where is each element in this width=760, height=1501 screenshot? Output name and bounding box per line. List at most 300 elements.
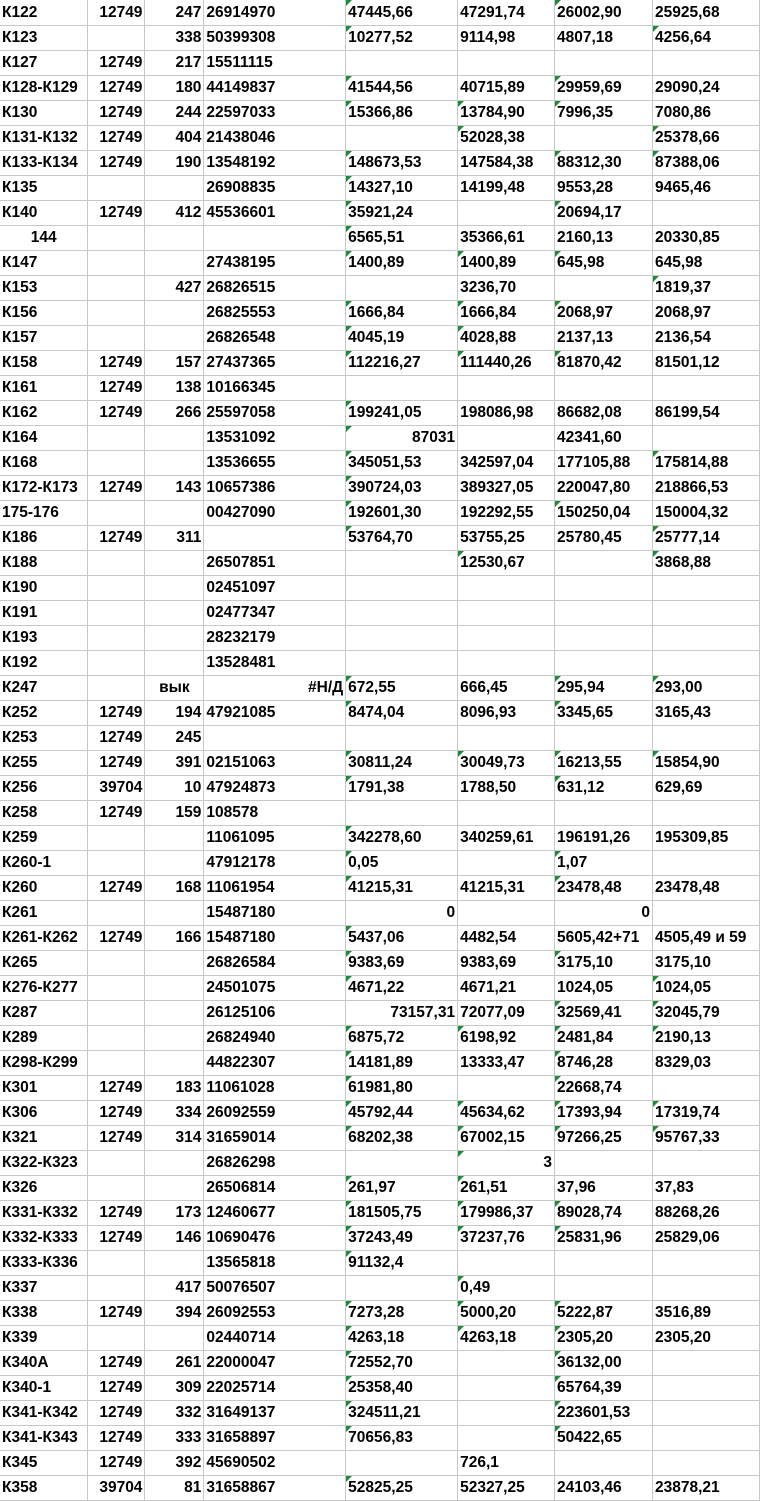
cell-value-d[interactable] (652, 1276, 759, 1301)
cell-value-b[interactable] (458, 576, 555, 601)
cell-value-d[interactable] (652, 1151, 759, 1176)
cell-account[interactable] (88, 601, 145, 626)
cell-value-d[interactable] (652, 1451, 759, 1476)
cell-code[interactable]: К127 (0, 51, 88, 76)
cell-code[interactable]: К326 (0, 1176, 88, 1201)
cell-value-b[interactable]: 6198,92 (458, 1026, 555, 1051)
cell-value-b[interactable] (458, 51, 555, 76)
cell-account[interactable] (88, 1001, 145, 1026)
cell-meter[interactable]: 27438195 (204, 251, 346, 276)
cell-code[interactable]: К341-К343 (0, 1426, 88, 1451)
cell-value-b[interactable]: 41215,31 (458, 876, 555, 901)
cell-meter[interactable]: 26125106 (204, 1001, 346, 1026)
cell-value-d[interactable] (652, 1426, 759, 1451)
cell-value-b[interactable]: 1666,84 (458, 301, 555, 326)
cell-code[interactable]: К161 (0, 376, 88, 401)
cell-value-c[interactable]: 23478,48 (555, 876, 653, 901)
cell-number[interactable]: 404 (145, 126, 204, 151)
cell-value-a[interactable]: 324511,21 (346, 1401, 458, 1426)
cell-account[interactable] (88, 226, 145, 251)
cell-value-a[interactable]: 5437,06 (346, 926, 458, 951)
cell-value-b[interactable]: 389327,05 (458, 476, 555, 501)
cell-number[interactable] (145, 551, 204, 576)
cell-value-c[interactable]: 17393,94 (555, 1101, 653, 1126)
cell-account[interactable] (88, 1251, 145, 1276)
cell-value-b[interactable]: 1788,50 (458, 776, 555, 801)
cell-value-a[interactable]: 0 (346, 901, 458, 926)
cell-value-a[interactable]: 30811,24 (346, 751, 458, 776)
cell-value-d[interactable]: 7080,86 (652, 101, 759, 126)
cell-number[interactable]: 245 (145, 726, 204, 751)
cell-value-c[interactable]: 25780,45 (555, 526, 653, 551)
cell-value-c[interactable] (555, 1251, 653, 1276)
cell-value-a[interactable]: 70656,83 (346, 1426, 458, 1451)
cell-code[interactable]: К190 (0, 576, 88, 601)
cell-account[interactable] (88, 326, 145, 351)
cell-value-a[interactable]: 261,97 (346, 1176, 458, 1201)
cell-value-a[interactable] (346, 51, 458, 76)
cell-value-a[interactable]: 87031 (346, 426, 458, 451)
cell-value-d[interactable]: 4256,64 (652, 26, 759, 51)
cell-value-d[interactable]: 20330,85 (652, 226, 759, 251)
cell-code[interactable]: К140 (0, 201, 88, 226)
cell-account[interactable] (88, 976, 145, 1001)
cell-account[interactable] (88, 251, 145, 276)
cell-number[interactable]: 334 (145, 1101, 204, 1126)
cell-code[interactable]: К265 (0, 951, 88, 976)
cell-account[interactable]: 12749 (88, 51, 145, 76)
cell-value-d[interactable] (652, 1401, 759, 1426)
cell-value-a[interactable] (346, 551, 458, 576)
cell-number[interactable]: 183 (145, 1076, 204, 1101)
cell-account[interactable]: 12749 (88, 351, 145, 376)
cell-value-c[interactable]: 3345,65 (555, 701, 653, 726)
cell-value-b[interactable]: 40715,89 (458, 76, 555, 101)
cell-value-c[interactable] (555, 51, 653, 76)
cell-meter[interactable]: 26826548 (204, 326, 346, 351)
cell-number[interactable]: 146 (145, 1226, 204, 1251)
cell-value-d[interactable] (652, 601, 759, 626)
cell-value-a[interactable]: 25358,40 (346, 1376, 458, 1401)
cell-code[interactable]: К345 (0, 1451, 88, 1476)
cell-meter[interactable]: 45536601 (204, 201, 346, 226)
cell-number[interactable]: 143 (145, 476, 204, 501)
cell-value-c[interactable] (555, 576, 653, 601)
cell-value-b[interactable] (458, 1426, 555, 1451)
cell-value-c[interactable] (555, 626, 653, 651)
cell-value-b[interactable] (458, 1401, 555, 1426)
cell-value-c[interactable] (555, 126, 653, 151)
cell-value-a[interactable]: 45792,44 (346, 1101, 458, 1126)
cell-value-d[interactable]: 87388,06 (652, 151, 759, 176)
cell-value-b[interactable]: 666,45 (458, 676, 555, 701)
cell-account[interactable]: 12749 (88, 1301, 145, 1326)
cell-value-d[interactable]: 1024,05 (652, 976, 759, 1001)
cell-value-a[interactable]: 53764,70 (346, 526, 458, 551)
cell-number[interactable]: 314 (145, 1126, 204, 1151)
cell-meter[interactable]: 11061954 (204, 876, 346, 901)
cell-value-c[interactable]: 65764,39 (555, 1376, 653, 1401)
cell-value-c[interactable]: 25831,96 (555, 1226, 653, 1251)
cell-number[interactable]: вык (145, 676, 204, 701)
cell-number[interactable]: 180 (145, 76, 204, 101)
cell-value-a[interactable]: 342278,60 (346, 826, 458, 851)
cell-value-a[interactable]: 15366,86 (346, 101, 458, 126)
cell-code[interactable]: К156 (0, 301, 88, 326)
cell-account[interactable] (88, 1326, 145, 1351)
cell-code[interactable]: К260 (0, 876, 88, 901)
cell-meter[interactable]: 108578 (204, 801, 346, 826)
cell-value-c[interactable] (555, 276, 653, 301)
cell-value-b[interactable]: 4482,54 (458, 926, 555, 951)
cell-meter[interactable]: 22597033 (204, 101, 346, 126)
cell-value-a[interactable]: 35921,24 (346, 201, 458, 226)
cell-value-d[interactable] (652, 51, 759, 76)
cell-value-c[interactable]: 5222,87 (555, 1301, 653, 1326)
cell-code[interactable]: К252 (0, 701, 88, 726)
cell-number[interactable]: 309 (145, 1376, 204, 1401)
cell-account[interactable] (88, 1276, 145, 1301)
cell-value-c[interactable]: 3175,10 (555, 951, 653, 976)
cell-account[interactable]: 12749 (88, 1201, 145, 1226)
cell-code[interactable]: К276-К277 (0, 976, 88, 1001)
cell-account[interactable]: 12749 (88, 1376, 145, 1401)
cell-value-b[interactable]: 45634,62 (458, 1101, 555, 1126)
cell-value-c[interactable]: 16213,55 (555, 751, 653, 776)
cell-value-d[interactable] (652, 426, 759, 451)
cell-number[interactable]: 217 (145, 51, 204, 76)
cell-number[interactable]: 157 (145, 351, 204, 376)
cell-value-a[interactable] (346, 1451, 458, 1476)
cell-code[interactable]: К258 (0, 801, 88, 826)
cell-code[interactable]: К261 (0, 901, 88, 926)
cell-account[interactable] (88, 1176, 145, 1201)
cell-code[interactable]: К162 (0, 401, 88, 426)
cell-value-a[interactable]: 6565,51 (346, 226, 458, 251)
cell-value-b[interactable] (458, 626, 555, 651)
cell-number[interactable] (145, 1026, 204, 1051)
cell-value-b[interactable] (458, 1076, 555, 1101)
cell-account[interactable] (88, 826, 145, 851)
cell-value-b[interactable] (458, 376, 555, 401)
cell-value-b[interactable]: 3 (458, 1151, 555, 1176)
cell-value-c[interactable] (555, 651, 653, 676)
cell-value-a[interactable]: 1791,38 (346, 776, 458, 801)
cell-meter[interactable]: 47912178 (204, 851, 346, 876)
cell-value-d[interactable]: 23878,21 (652, 1476, 759, 1501)
cell-meter[interactable]: 26824940 (204, 1026, 346, 1051)
cell-value-d[interactable]: 15854,90 (652, 751, 759, 776)
cell-value-b[interactable]: 111440,26 (458, 351, 555, 376)
cell-value-d[interactable] (652, 801, 759, 826)
cell-value-a[interactable]: 41215,31 (346, 876, 458, 901)
cell-account[interactable]: 39704 (88, 776, 145, 801)
cell-number[interactable]: 333 (145, 1426, 204, 1451)
cell-code[interactable]: К289 (0, 1026, 88, 1051)
cell-meter[interactable]: 24501075 (204, 976, 346, 1001)
cell-value-d[interactable]: 9465,46 (652, 176, 759, 201)
cell-code[interactable]: К340-1 (0, 1376, 88, 1401)
cell-number[interactable]: 10 (145, 776, 204, 801)
cell-meter[interactable]: 27437365 (204, 351, 346, 376)
cell-number[interactable] (145, 651, 204, 676)
cell-account[interactable]: 12749 (88, 876, 145, 901)
cell-code[interactable]: К193 (0, 626, 88, 651)
cell-value-b[interactable]: 340259,61 (458, 826, 555, 851)
cell-meter[interactable]: 13528481 (204, 651, 346, 676)
cell-account[interactable] (88, 951, 145, 976)
cell-number[interactable] (145, 501, 204, 526)
cell-value-d[interactable] (652, 851, 759, 876)
cell-value-b[interactable]: 53755,25 (458, 526, 555, 551)
cell-account[interactable]: 12749 (88, 0, 145, 26)
cell-value-d[interactable] (652, 376, 759, 401)
cell-meter[interactable]: 26825553 (204, 301, 346, 326)
cell-value-a[interactable]: 148673,53 (346, 151, 458, 176)
cell-value-c[interactable]: 5605,42+71 (555, 926, 653, 951)
cell-account[interactable]: 12749 (88, 926, 145, 951)
cell-value-b[interactable]: 9114,98 (458, 26, 555, 51)
cell-code[interactable]: К261-К262 (0, 926, 88, 951)
cell-code[interactable]: К287 (0, 1001, 88, 1026)
cell-meter[interactable]: 26914970 (204, 0, 346, 26)
cell-account[interactable] (88, 1026, 145, 1051)
cell-value-b[interactable]: 72077,09 (458, 1001, 555, 1026)
cell-value-c[interactable]: 22668,74 (555, 1076, 653, 1101)
cell-value-b[interactable] (458, 801, 555, 826)
cell-code[interactable]: 144 (0, 226, 88, 251)
cell-account[interactable]: 12749 (88, 1076, 145, 1101)
cell-meter[interactable]: 10657386 (204, 476, 346, 501)
cell-number[interactable]: 247 (145, 0, 204, 26)
cell-meter[interactable]: 21438046 (204, 126, 346, 151)
cell-value-b[interactable]: 37237,76 (458, 1226, 555, 1251)
cell-number[interactable] (145, 226, 204, 251)
cell-account[interactable]: 12749 (88, 201, 145, 226)
cell-meter[interactable]: 13548192 (204, 151, 346, 176)
cell-value-a[interactable]: 4045,19 (346, 326, 458, 351)
cell-value-c[interactable] (555, 376, 653, 401)
cell-value-b[interactable]: 35366,61 (458, 226, 555, 251)
cell-meter[interactable]: 02451097 (204, 576, 346, 601)
cell-number[interactable] (145, 1051, 204, 1076)
cell-value-d[interactable] (652, 901, 759, 926)
cell-value-c[interactable]: 2068,97 (555, 301, 653, 326)
cell-value-d[interactable]: 175814,88 (652, 451, 759, 476)
cell-value-a[interactable]: 4671,22 (346, 976, 458, 1001)
cell-value-d[interactable]: 645,98 (652, 251, 759, 276)
cell-value-c[interactable] (555, 726, 653, 751)
cell-value-d[interactable] (652, 626, 759, 651)
cell-account[interactable]: 12749 (88, 126, 145, 151)
cell-meter[interactable]: 02440714 (204, 1326, 346, 1351)
cell-value-b[interactable]: 726,1 (458, 1451, 555, 1476)
cell-value-d[interactable]: 629,69 (652, 776, 759, 801)
cell-meter[interactable]: 10166345 (204, 376, 346, 401)
cell-value-c[interactable] (555, 801, 653, 826)
cell-value-c[interactable] (555, 1151, 653, 1176)
cell-value-b[interactable]: 4671,21 (458, 976, 555, 1001)
cell-number[interactable]: 311 (145, 526, 204, 551)
cell-value-a[interactable]: 73157,31 (346, 1001, 458, 1026)
cell-account[interactable]: 12749 (88, 151, 145, 176)
cell-account[interactable]: 12749 (88, 801, 145, 826)
cell-number[interactable] (145, 901, 204, 926)
cell-account[interactable] (88, 576, 145, 601)
cell-value-b[interactable]: 13784,90 (458, 101, 555, 126)
cell-number[interactable]: 266 (145, 401, 204, 426)
cell-value-d[interactable]: 3165,43 (652, 701, 759, 726)
cell-meter[interactable]: #Н/Д (204, 676, 346, 701)
cell-account[interactable] (88, 851, 145, 876)
cell-value-c[interactable]: 8746,28 (555, 1051, 653, 1076)
cell-value-d[interactable]: 23478,48 (652, 876, 759, 901)
cell-number[interactable] (145, 626, 204, 651)
cell-number[interactable]: 173 (145, 1201, 204, 1226)
cell-account[interactable]: 12749 (88, 1401, 145, 1426)
cell-value-d[interactable]: 2136,54 (652, 326, 759, 351)
cell-number[interactable]: 338 (145, 26, 204, 51)
cell-value-a[interactable]: 41544,56 (346, 76, 458, 101)
cell-meter[interactable]: 31649137 (204, 1401, 346, 1426)
cell-code[interactable]: К301 (0, 1076, 88, 1101)
cell-number[interactable]: 81 (145, 1476, 204, 1501)
cell-meter[interactable]: 31658867 (204, 1476, 346, 1501)
cell-value-d[interactable] (652, 1376, 759, 1401)
cell-value-a[interactable]: 91132,4 (346, 1251, 458, 1276)
cell-value-b[interactable]: 47291,74 (458, 0, 555, 26)
cell-value-d[interactable] (652, 201, 759, 226)
cell-value-a[interactable]: 0,05 (346, 851, 458, 876)
cell-meter[interactable]: 11061095 (204, 826, 346, 851)
cell-value-d[interactable]: 2068,97 (652, 301, 759, 326)
cell-number[interactable]: 244 (145, 101, 204, 126)
cell-value-b[interactable]: 13333,47 (458, 1051, 555, 1076)
cell-code[interactable]: К358 (0, 1476, 88, 1501)
cell-meter[interactable]: 22000047 (204, 1351, 346, 1376)
cell-meter[interactable]: 02151063 (204, 751, 346, 776)
cell-value-d[interactable]: 3868,88 (652, 551, 759, 576)
cell-number[interactable]: 138 (145, 376, 204, 401)
cell-value-d[interactable] (652, 726, 759, 751)
cell-value-d[interactable]: 8329,03 (652, 1051, 759, 1076)
cell-value-c[interactable]: 1,07 (555, 851, 653, 876)
cell-value-c[interactable]: 37,96 (555, 1176, 653, 1201)
cell-meter[interactable] (204, 526, 346, 551)
cell-account[interactable] (88, 276, 145, 301)
cell-value-b[interactable]: 192292,55 (458, 501, 555, 526)
cell-value-a[interactable]: 14181,89 (346, 1051, 458, 1076)
cell-account[interactable]: 12749 (88, 376, 145, 401)
cell-meter[interactable]: 10690476 (204, 1226, 346, 1251)
cell-value-b[interactable]: 147584,38 (458, 151, 555, 176)
cell-code[interactable]: К157 (0, 326, 88, 351)
cell-number[interactable] (145, 1326, 204, 1351)
cell-meter[interactable]: 13531092 (204, 426, 346, 451)
cell-value-c[interactable]: 86682,08 (555, 401, 653, 426)
cell-value-b[interactable]: 67002,15 (458, 1126, 555, 1151)
cell-account[interactable] (88, 651, 145, 676)
cell-meter[interactable]: 25597058 (204, 401, 346, 426)
cell-value-a[interactable]: 192601,30 (346, 501, 458, 526)
cell-value-d[interactable]: 1819,37 (652, 276, 759, 301)
cell-meter[interactable]: 31659014 (204, 1126, 346, 1151)
cell-number[interactable]: 427 (145, 276, 204, 301)
cell-meter[interactable]: 44149837 (204, 76, 346, 101)
cell-value-a[interactable]: 199241,05 (346, 401, 458, 426)
cell-value-d[interactable] (652, 576, 759, 601)
cell-value-c[interactable]: 0 (555, 901, 653, 926)
cell-code[interactable]: К123 (0, 26, 88, 51)
cell-account[interactable]: 12749 (88, 1226, 145, 1251)
cell-value-c[interactable]: 32569,41 (555, 1001, 653, 1026)
cell-account[interactable]: 12749 (88, 101, 145, 126)
cell-number[interactable]: 417 (145, 1276, 204, 1301)
cell-meter[interactable]: 00427090 (204, 501, 346, 526)
cell-account[interactable] (88, 551, 145, 576)
cell-code[interactable]: К164 (0, 426, 88, 451)
cell-meter[interactable]: 26092553 (204, 1301, 346, 1326)
cell-value-a[interactable]: 181505,75 (346, 1201, 458, 1226)
cell-meter[interactable]: 44822307 (204, 1051, 346, 1076)
cell-meter[interactable]: 26908835 (204, 176, 346, 201)
cell-code[interactable]: К255 (0, 751, 88, 776)
cell-meter[interactable]: 15511115 (204, 51, 346, 76)
cell-meter[interactable]: 31658897 (204, 1426, 346, 1451)
cell-meter[interactable]: 50399308 (204, 26, 346, 51)
cell-value-c[interactable]: 4807,18 (555, 26, 653, 51)
cell-value-c[interactable] (555, 551, 653, 576)
cell-code[interactable]: К340А (0, 1351, 88, 1376)
cell-value-b[interactable] (458, 1376, 555, 1401)
cell-code[interactable]: К339 (0, 1326, 88, 1351)
cell-value-d[interactable]: 95767,33 (652, 1126, 759, 1151)
cell-value-b[interactable]: 14199,48 (458, 176, 555, 201)
cell-value-a[interactable] (346, 376, 458, 401)
cell-value-d[interactable]: 81501,12 (652, 351, 759, 376)
cell-value-a[interactable]: 1666,84 (346, 301, 458, 326)
cell-number[interactable]: 190 (145, 151, 204, 176)
cell-value-c[interactable]: 223601,53 (555, 1401, 653, 1426)
cell-value-b[interactable]: 261,51 (458, 1176, 555, 1201)
cell-meter[interactable]: 15487180 (204, 926, 346, 951)
cell-value-c[interactable]: 645,98 (555, 251, 653, 276)
cell-value-c[interactable]: 36132,00 (555, 1351, 653, 1376)
cell-value-d[interactable]: 25777,14 (652, 526, 759, 551)
cell-meter[interactable]: 11061028 (204, 1076, 346, 1101)
cell-value-d[interactable]: 88268,26 (652, 1201, 759, 1226)
cell-meter[interactable]: 26092559 (204, 1101, 346, 1126)
cell-value-c[interactable]: 1024,05 (555, 976, 653, 1001)
cell-value-d[interactable]: 29090,24 (652, 76, 759, 101)
cell-meter[interactable]: 50076507 (204, 1276, 346, 1301)
cell-value-b[interactable] (458, 601, 555, 626)
cell-value-b[interactable] (458, 901, 555, 926)
cell-code[interactable]: К259 (0, 826, 88, 851)
cell-account[interactable] (88, 301, 145, 326)
cell-account[interactable] (88, 676, 145, 701)
cell-value-b[interactable] (458, 1251, 555, 1276)
cell-number[interactable] (145, 1251, 204, 1276)
cell-account[interactable] (88, 1151, 145, 1176)
cell-number[interactable] (145, 826, 204, 851)
cell-value-d[interactable]: 3175,10 (652, 951, 759, 976)
cell-number[interactable] (145, 251, 204, 276)
cell-account[interactable]: 12749 (88, 476, 145, 501)
cell-value-c[interactable]: 20694,17 (555, 201, 653, 226)
cell-meter[interactable]: 02477347 (204, 601, 346, 626)
cell-value-c[interactable]: 26002,90 (555, 0, 653, 26)
